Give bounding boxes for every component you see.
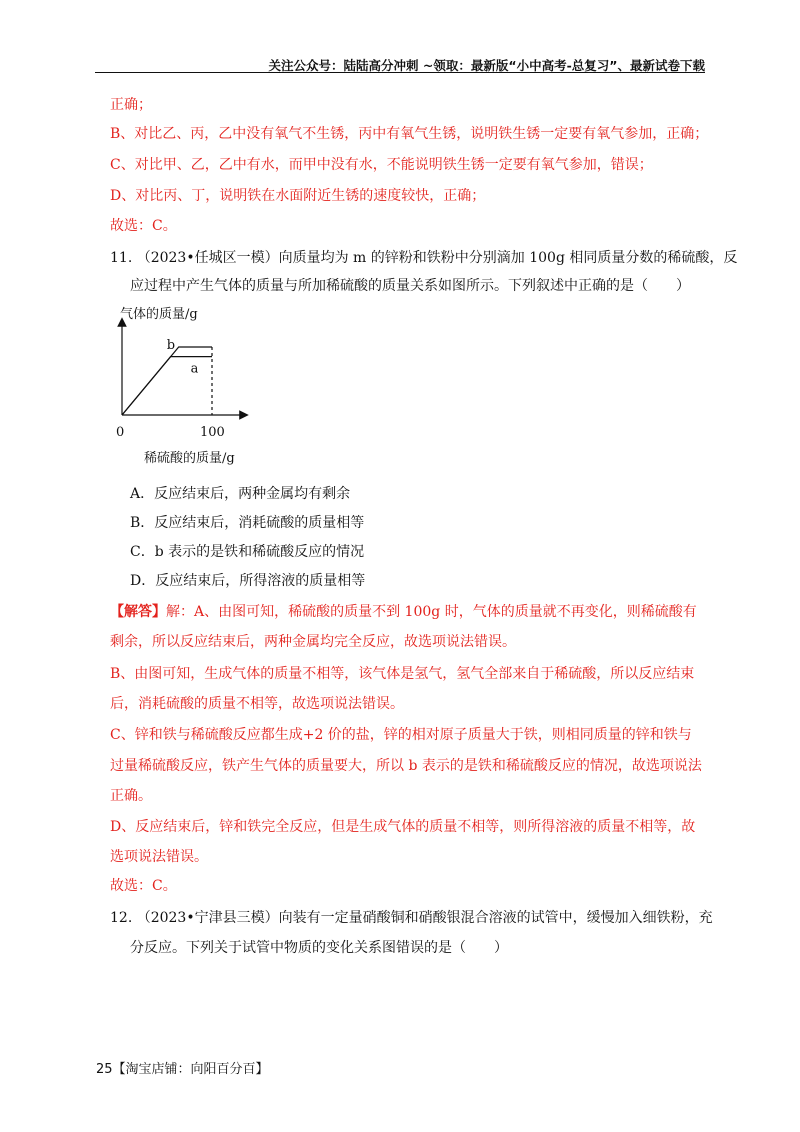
- q11-option-a: A．反应结束后，两种金属均有剩余: [130, 486, 351, 502]
- q11-option-c: C．b 表示的是铁和稀硫酸反应的情况: [130, 544, 365, 560]
- q11-option-b: B．反应结束后，消耗硫酸的质量相等: [130, 515, 365, 531]
- prev-solution-line-5: 故选：C。: [110, 218, 177, 234]
- q12-stem-line-2: 分反应。下列关于试管中物质的变化关系图错误的是（ ）: [130, 940, 508, 956]
- series-line-a: [122, 357, 212, 415]
- q11-option-d: D．反应结束后，所得溶液的质量相等: [130, 573, 366, 589]
- q12-stem-line-1: 12. （2023•宁津县三模）向装有一定量硝酸铜和硝酸银混合溶液的试管中，缓慢加入细铁粉，充: [110, 910, 713, 926]
- q11-stem-line-2: 应过程中产生气体的质量与所加稀硫酸的质量关系如图所示。下列叙述中正确的是（ ）: [130, 278, 690, 294]
- prev-solution-line-2: B、对比乙、丙，乙中没有氧气不生锈，丙中有氧气生锈，说明铁生锈一定要有氧气参加，正确；: [110, 126, 709, 142]
- q11-chart: [112, 300, 252, 470]
- q11-answer-line-2: 剩余，所以反应结束后，两种金属均完全反应，故选项说法错误。: [110, 634, 516, 650]
- q11-answer-line-7: 正确。: [110, 788, 152, 804]
- q11-answer-line-6: 过量稀硫酸反应，铁产生气体的质量要大，所以 b 表示的是铁和稀硫酸反应的情况，故选项说法: [110, 758, 702, 774]
- q11-chart-svg: [112, 300, 252, 470]
- series-label-b: b: [166, 338, 176, 353]
- series-label-a: a: [190, 361, 199, 377]
- prev-solution-line-1: 正确；: [110, 97, 152, 113]
- q11-answer-line-5: C、锌和铁与稀硫酸反应都生成+2 价的盐，锌的相对原子质量大于铁，则相同质量的锌和铁与: [110, 727, 692, 743]
- prev-solution-line-4: D、对比丙、丁，说明铁在水面附近生锈的速度较快，正确；: [110, 188, 486, 204]
- x-axis-label: 稀硫酸的质量/g: [144, 451, 235, 466]
- x-tick-label-100: 100: [200, 425, 225, 440]
- q11-answer-line-1: [110, 602, 697, 622]
- q11-answer-line-4: 后，消耗硫酸的质量不相等，故选项说法错误。: [110, 696, 404, 712]
- shop-label: 【淘宝店铺：向阳百分百】: [112, 1062, 269, 1077]
- page-footer: [96, 1058, 269, 1077]
- q11-answer-line-9: 选项说法错误。: [110, 849, 208, 865]
- q11-answer-line-8: D、反应结束后，锌和铁完全反应，但是生成气体的质量不相等，则所得溶液的质量不相等，故: [110, 819, 696, 835]
- header-rule: [95, 72, 705, 73]
- series-line-b: [122, 347, 212, 415]
- answer-tag: 【解答】: [110, 604, 166, 620]
- y-axis-label: 气体的质量/g: [120, 307, 198, 322]
- q11-stem-line-1: 11. （2023•任城区一模）向质量均为 m 的锌粉和铁粉中分别滴加 100g 相同质量分数的稀硫酸，反: [110, 250, 738, 266]
- q11-answer-line-10: 故选：C。: [110, 878, 177, 894]
- page-number: 25: [96, 1062, 113, 1077]
- page-header: 关注公众号：陆陆高分冲刺 ~领取：最新版“小中高考-总复习”、最新试卷下载: [268, 58, 705, 73]
- origin-label: 0: [116, 425, 125, 440]
- prev-solution-line-3: C、对比甲、乙，乙中有水，而甲中没有水，不能说明铁生锈一定要有氧气参加，错误；: [110, 157, 653, 173]
- q11-answer-line-3: B、由图可知，生成气体的质量不相等，该气体是氢气，氢气全部来自于稀硫酸，所以反应结束: [110, 666, 695, 682]
- answer-text-1: 解：A、由图可知，稀硫酸的质量不到 100g 时，气体的质量就不再变化，则稀硫酸有: [166, 604, 697, 620]
